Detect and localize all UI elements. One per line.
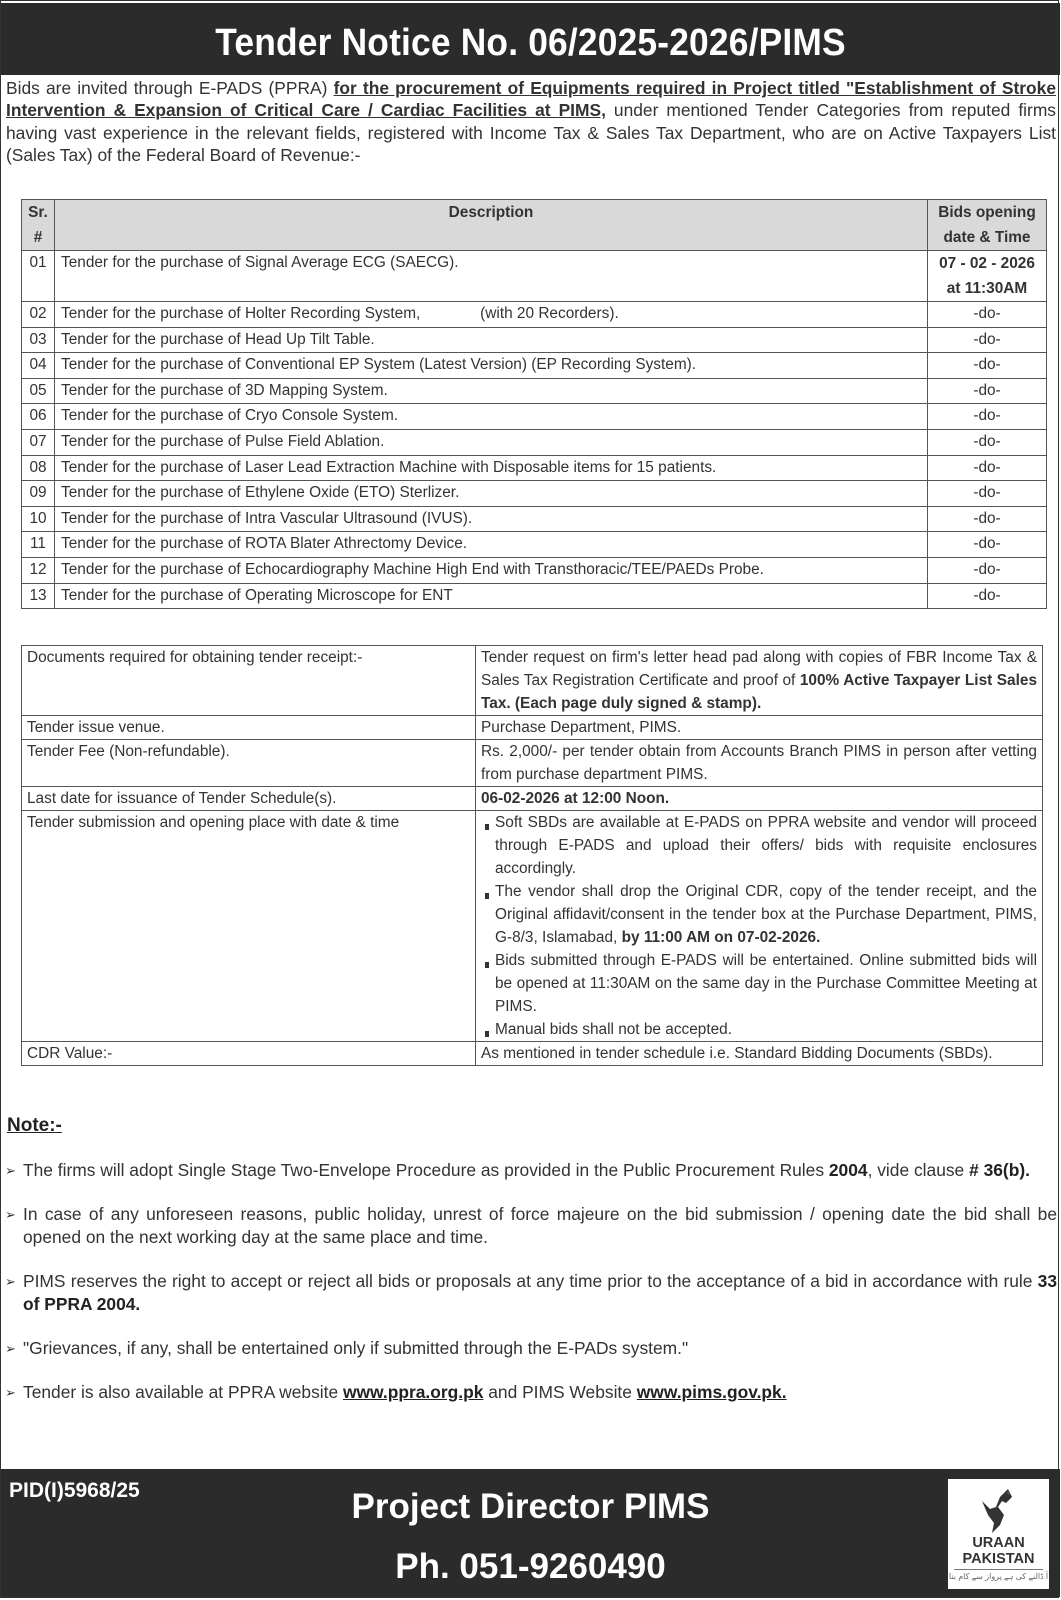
documents-bold-text: 100% Active Taxpayer List Sales Tax. (Each page duly signed & stamp). — [481, 672, 1037, 712]
info-row-venue — [22, 716, 1043, 740]
note-item — [5, 1203, 1057, 1249]
title-bar — [1, 3, 1060, 75]
info-row-submission — [22, 811, 1043, 1042]
sr-cell: 01 — [22, 251, 55, 302]
intro-paragraph — [6, 77, 1056, 167]
table-row — [22, 302, 1047, 328]
info-label: Last date for issuance of Tender Schedule(s). — [22, 787, 476, 811]
date-cell: -do- — [928, 353, 1047, 379]
date-cell: -do- — [928, 327, 1047, 353]
arrow-bullet-icon: ➢ — [5, 1207, 16, 1222]
info-row-cdr — [22, 1042, 1043, 1066]
sr-cell: 10 — [22, 506, 55, 532]
sr-cell: 12 — [22, 557, 55, 583]
info-label: Tender issue venue. — [22, 716, 476, 740]
arrow-bullet-icon: ➢ — [5, 1385, 16, 1400]
date-cell: -do- — [928, 302, 1047, 328]
note-text: and PIMS Website — [483, 1382, 637, 1402]
info-label: Tender submission and opening place with date & time — [22, 811, 476, 1042]
info-row-fee — [22, 740, 1043, 787]
bullet-text: The vendor shall drop the Original CDR, copy of the tender receipt, and the Original affidavit/consent in the tender box at the Purchase Department, PIMS, G-8/3, Islamabad, — [495, 883, 1037, 946]
logo-line-1: URAAN — [972, 1535, 1025, 1551]
date-cell: -do- — [928, 404, 1047, 430]
table-row — [22, 251, 1047, 302]
note-text: Tender is also available at PPRA website — [23, 1382, 343, 1402]
date-cell: -do- — [928, 506, 1047, 532]
sr-cell: 04 — [22, 353, 55, 379]
date-cell: -do- — [928, 429, 1047, 455]
table-row — [22, 327, 1047, 353]
note-text: "Grievances, if any, shall be entertained only if submitted through the E-PADs system." — [23, 1338, 689, 1358]
note-item — [5, 1381, 1057, 1404]
date-cell: -do- — [928, 455, 1047, 481]
bullet-item — [481, 880, 1037, 949]
table-row — [22, 378, 1047, 404]
note-text: , vide clause — [867, 1160, 970, 1180]
intro-project-title: for the procurement of Equipments required in Project titled "Establishment of Stroke Intervention & Expansion of Critical Care / Cardiac Facilities at PIMS, — [6, 78, 1057, 121]
date-cell: -do- — [928, 583, 1047, 609]
description-cell: Tender for the purchase of Pulse Field Ablation. — [55, 429, 928, 455]
table-row — [22, 557, 1047, 583]
description-cell: Tender for the purchase of 3D Mapping System. — [55, 378, 928, 404]
bullet-item — [481, 811, 1037, 880]
description-cell: Tender for the purchase of Head Up Tilt Table. — [55, 327, 928, 353]
table-row — [22, 532, 1047, 558]
description-cell: Tender for the purchase of Operating Microscope for ENT — [55, 583, 928, 609]
info-value: Rs. 2,000/- per tender obtain from Accounts Branch PIMS in person after vetting from purchase department PIMS. — [476, 740, 1043, 787]
info-value: Purchase Department, PIMS. — [476, 716, 1043, 740]
table-row — [22, 481, 1047, 507]
bullet-item — [481, 1018, 1037, 1041]
description-cell: Tender for the purchase of Holter Recording System, (with 20 Recorders). — [55, 302, 928, 328]
table-row — [22, 429, 1047, 455]
note-item — [5, 1337, 1057, 1360]
submission-bullets — [481, 811, 1037, 1041]
date-cell: -do- — [928, 532, 1047, 558]
note-text: The firms will adopt Single Stage Two-Envelope Procedure as provided in the Public Procurement Rules — [23, 1160, 829, 1180]
description-cell: Tender for the purchase of Cryo Console System. — [55, 404, 928, 430]
sr-cell: 08 — [22, 455, 55, 481]
info-label: Documents required for obtaining tender receipt:- — [22, 646, 476, 716]
pid-number: PID(I)5968/25 — [9, 1479, 140, 1502]
phone-number: Ph. 051-9260490 — [395, 1547, 666, 1586]
documents-text: Tender request on firm's letter head pad along with copies of FBR Income Tax & Sales Tax Registration Certificate and proof of — [481, 649, 1037, 689]
note-bold: 33 of PPRA 2004. — [23, 1271, 1057, 1314]
header-date: Bids opening date & Time — [928, 200, 1047, 251]
sr-cell: 03 — [22, 327, 55, 353]
date-cell: -do- — [928, 481, 1047, 507]
sr-cell: 09 — [22, 481, 55, 507]
table-row — [22, 404, 1047, 430]
bullet-bold-text: by 11:00 AM on 07-02-2026. — [621, 929, 821, 946]
arrow-bullet-icon: ➢ — [5, 1163, 16, 1178]
sr-cell: 13 — [22, 583, 55, 609]
notes-title: Note:- — [7, 1115, 62, 1136]
info-value: As mentioned in tender schedule i.e. Standard Bidding Documents (SBDs). — [476, 1042, 1043, 1066]
page-title: Tender Notice No. 06/2025-2026/PIMS — [215, 22, 846, 64]
pims-website-link[interactable]: www.pims.gov.pk. — [636, 1382, 787, 1402]
intro-text-1: Bids are invited through E-PADS (PPRA) — [6, 78, 334, 98]
note-text: In case of any unforeseen reasons, public holiday, unrest of force majeure on the bid submission / opening date the bid shall be opened on the next working day at the same place and time. — [23, 1204, 1057, 1247]
ppra-website-link[interactable]: www.ppra.org.pk — [342, 1382, 484, 1402]
arrow-bullet-icon: ➢ — [5, 1274, 16, 1289]
sr-cell: 06 — [22, 404, 55, 430]
header-description: Description — [55, 200, 928, 251]
uraan-pakistan-logo — [948, 1479, 1049, 1589]
info-row-last-date — [22, 787, 1043, 811]
table-row — [22, 583, 1047, 609]
info-value — [476, 646, 1043, 716]
info-label: Tender Fee (Non-refundable). — [22, 740, 476, 787]
eagle-icon — [978, 1487, 1018, 1537]
notes-list — [5, 1159, 1057, 1425]
logo-tagline: آ ڈالنے کی ہے پرواز سے کام بنا — [948, 1572, 1049, 1581]
description-cell: Tender for the purchase of Ethylene Oxide (ETO) Sterlizer. — [55, 481, 928, 507]
description-cell: Tender for the purchase of Laser Lead Extraction Machine with Disposable items for 15 patients. — [55, 455, 928, 481]
info-row-documents — [22, 646, 1043, 716]
intro-text-2: under mentioned Tender Categories from reputed firms having vast experience in the relevant fields, registered with Income Tax & Sales Tax Department, who are on Active Taxpayers List (Sales Tax) of the Federal Board of Revenue:- — [6, 100, 1056, 166]
bullet-text: Manual bids shall not be accepted. — [495, 1021, 732, 1038]
description-cell: Tender for the purchase of Conventional EP System (Latest Version) (EP Recording System). — [55, 353, 928, 379]
table-row — [22, 455, 1047, 481]
note-item — [5, 1159, 1057, 1182]
note-bold: 2004 — [828, 1160, 868, 1180]
description-cell: Tender for the purchase of Echocardiography Machine High End with Transthoracic/TEE/PAEDs Probe. — [55, 557, 928, 583]
tender-info-table — [21, 645, 1043, 1066]
sr-cell: 05 — [22, 378, 55, 404]
info-value — [476, 811, 1043, 1042]
arrow-bullet-icon: ➢ — [5, 1341, 16, 1356]
bullet-text: Bids submitted through E-PADS will be entertained. Online submitted bids will be opened at 11:30AM on the same day in the Purchase Committee Meeting at PIMS. — [495, 952, 1037, 1015]
table-header-row — [22, 200, 1047, 251]
note-item — [5, 1270, 1057, 1316]
sr-cell: 02 — [22, 302, 55, 328]
logo-line-2: PAKISTAN — [962, 1551, 1035, 1567]
bullet-text: Soft SBDs are available at E-PADS on PPRA website and vendor will proceed through E-PADS and upload their offers/ bids with requisite enclosures accordingly. — [495, 814, 1037, 877]
signatory: Project Director PIMS — [351, 1487, 710, 1526]
date-cell: -do- — [928, 557, 1047, 583]
table-row — [22, 353, 1047, 379]
sr-cell: 07 — [22, 429, 55, 455]
logo-divider — [954, 1569, 1043, 1570]
date-cell: 07 - 02 - 2026 at 11:30AM — [928, 251, 1047, 302]
description-cell: Tender for the purchase of ROTA Blater Athrectomy Device. — [55, 532, 928, 558]
bullet-item — [481, 949, 1037, 1018]
info-label: CDR Value:- — [22, 1042, 476, 1066]
description-cell: Tender for the purchase of Signal Average ECG (SAECG). — [55, 251, 928, 302]
note-bold: # 36(b). — [969, 1160, 1030, 1180]
header-sr: Sr. # — [22, 200, 55, 251]
description-cell: Tender for the purchase of Intra Vascular Ultrasound (IVUS). — [55, 506, 928, 532]
info-value: 06-02-2026 at 12:00 Noon. — [476, 787, 1043, 811]
footer-bar — [1, 1469, 1060, 1597]
note-text: PIMS reserves the right to accept or reject all bids or proposals at any time prior to the acceptance of a bid in accordance with rule — [23, 1271, 1038, 1291]
date-cell: -do- — [928, 378, 1047, 404]
table-row — [22, 506, 1047, 532]
sr-cell: 11 — [22, 532, 55, 558]
tender-items-table — [21, 199, 1047, 609]
